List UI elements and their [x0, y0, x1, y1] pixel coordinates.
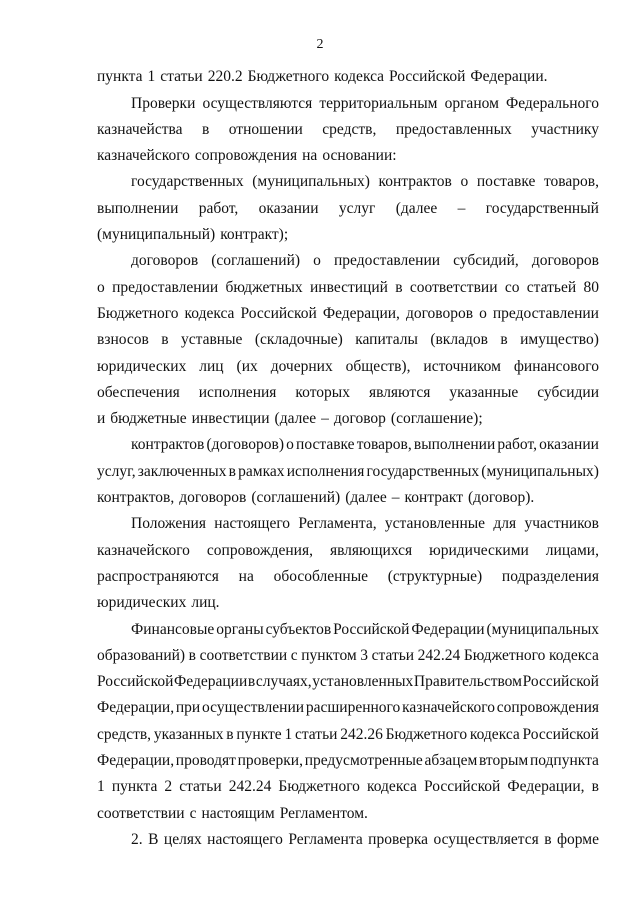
- text-line: услуг, заключенных в рамках исполнения государственных (муниципальных): [97, 462, 599, 480]
- text-line: Российской Федерации в случаях, установленных Правительством Российской: [97, 673, 599, 691]
- text-line: (муниципальный) контракт);: [97, 226, 289, 244]
- text-line: государственных (муниципальных) контрактов о поставке товаров,: [131, 173, 599, 191]
- text-line: контрактов, договоров (соглашений) (далее – контракт (договор).: [97, 489, 535, 507]
- text-line: образований) в соответствии с пунктом 3 статьи 242.24 Бюджетного кодекса: [97, 646, 599, 664]
- text-line: Бюджетного кодекса Российской Федерации, договоров о предоставлении: [97, 304, 599, 322]
- text-line: казначейского сопровождения, являющихся юридическими лицами,: [97, 541, 599, 559]
- text-line: Федерации, при осуществлении расширенного казначейского сопровождения: [97, 699, 599, 717]
- text-line: Положения настоящего Регламента, установленные для участников: [131, 515, 599, 533]
- text-line: Проверки осуществляются территориальным органом Федерального: [131, 94, 599, 112]
- text-line: контрактов (договоров) о поставке товаров, выполнении работ, оказании: [131, 436, 599, 454]
- text-line: Федерации, проводят проверки, предусмотренные абзацем вторым подпункта: [97, 752, 599, 770]
- text-line: взносов в уставные (складочные) капиталы (вкладов в имущество): [97, 331, 599, 349]
- text-line: 1 пункта 2 статьи 242.24 Бюджетного кодекса Российской Федерации, в: [97, 778, 599, 796]
- text-line: 2. В целях настоящего Регламента проверка осуществляется в форме: [131, 830, 599, 848]
- page-number: 2: [316, 37, 324, 52]
- text-line: распространяются на обособленные (структурные) подразделения: [97, 567, 599, 585]
- text-line: выполнении работ, оказании услуг (далее – государственный: [97, 199, 599, 217]
- text-line: юридических лиц.: [97, 594, 220, 612]
- document-text: [97, 60, 599, 849]
- text-line: о предоставлении бюджетных инвестиций в соответствии со статьей 80: [97, 278, 599, 296]
- text-line: обеспечения исполнения которых являются указанные субсидии: [97, 383, 599, 401]
- text-line: средств, указанных в пункте 1 статьи 242.26 Бюджетного кодекса Российской: [97, 725, 599, 743]
- text-line: казначейства в отношении средств, предоставленных участнику: [97, 120, 599, 138]
- text-line: договоров (соглашений) о предоставлении субсидий, договоров: [131, 252, 599, 270]
- text-line: пункта 1 статьи 220.2 Бюджетного кодекса Российской Федерации.: [97, 68, 548, 86]
- text-line: соответствии с настоящим Регламентом.: [97, 804, 368, 822]
- text-line: казначейского сопровождения на основании:: [97, 147, 397, 165]
- text-line: и бюджетные инвестиции (далее – договор (соглашение);: [97, 410, 483, 428]
- text-line: юридических лиц (их дочерних обществ), источником финансового: [97, 357, 599, 375]
- text-line: Финансовые органы субъектов Российской Федерации (муниципальных: [131, 620, 599, 638]
